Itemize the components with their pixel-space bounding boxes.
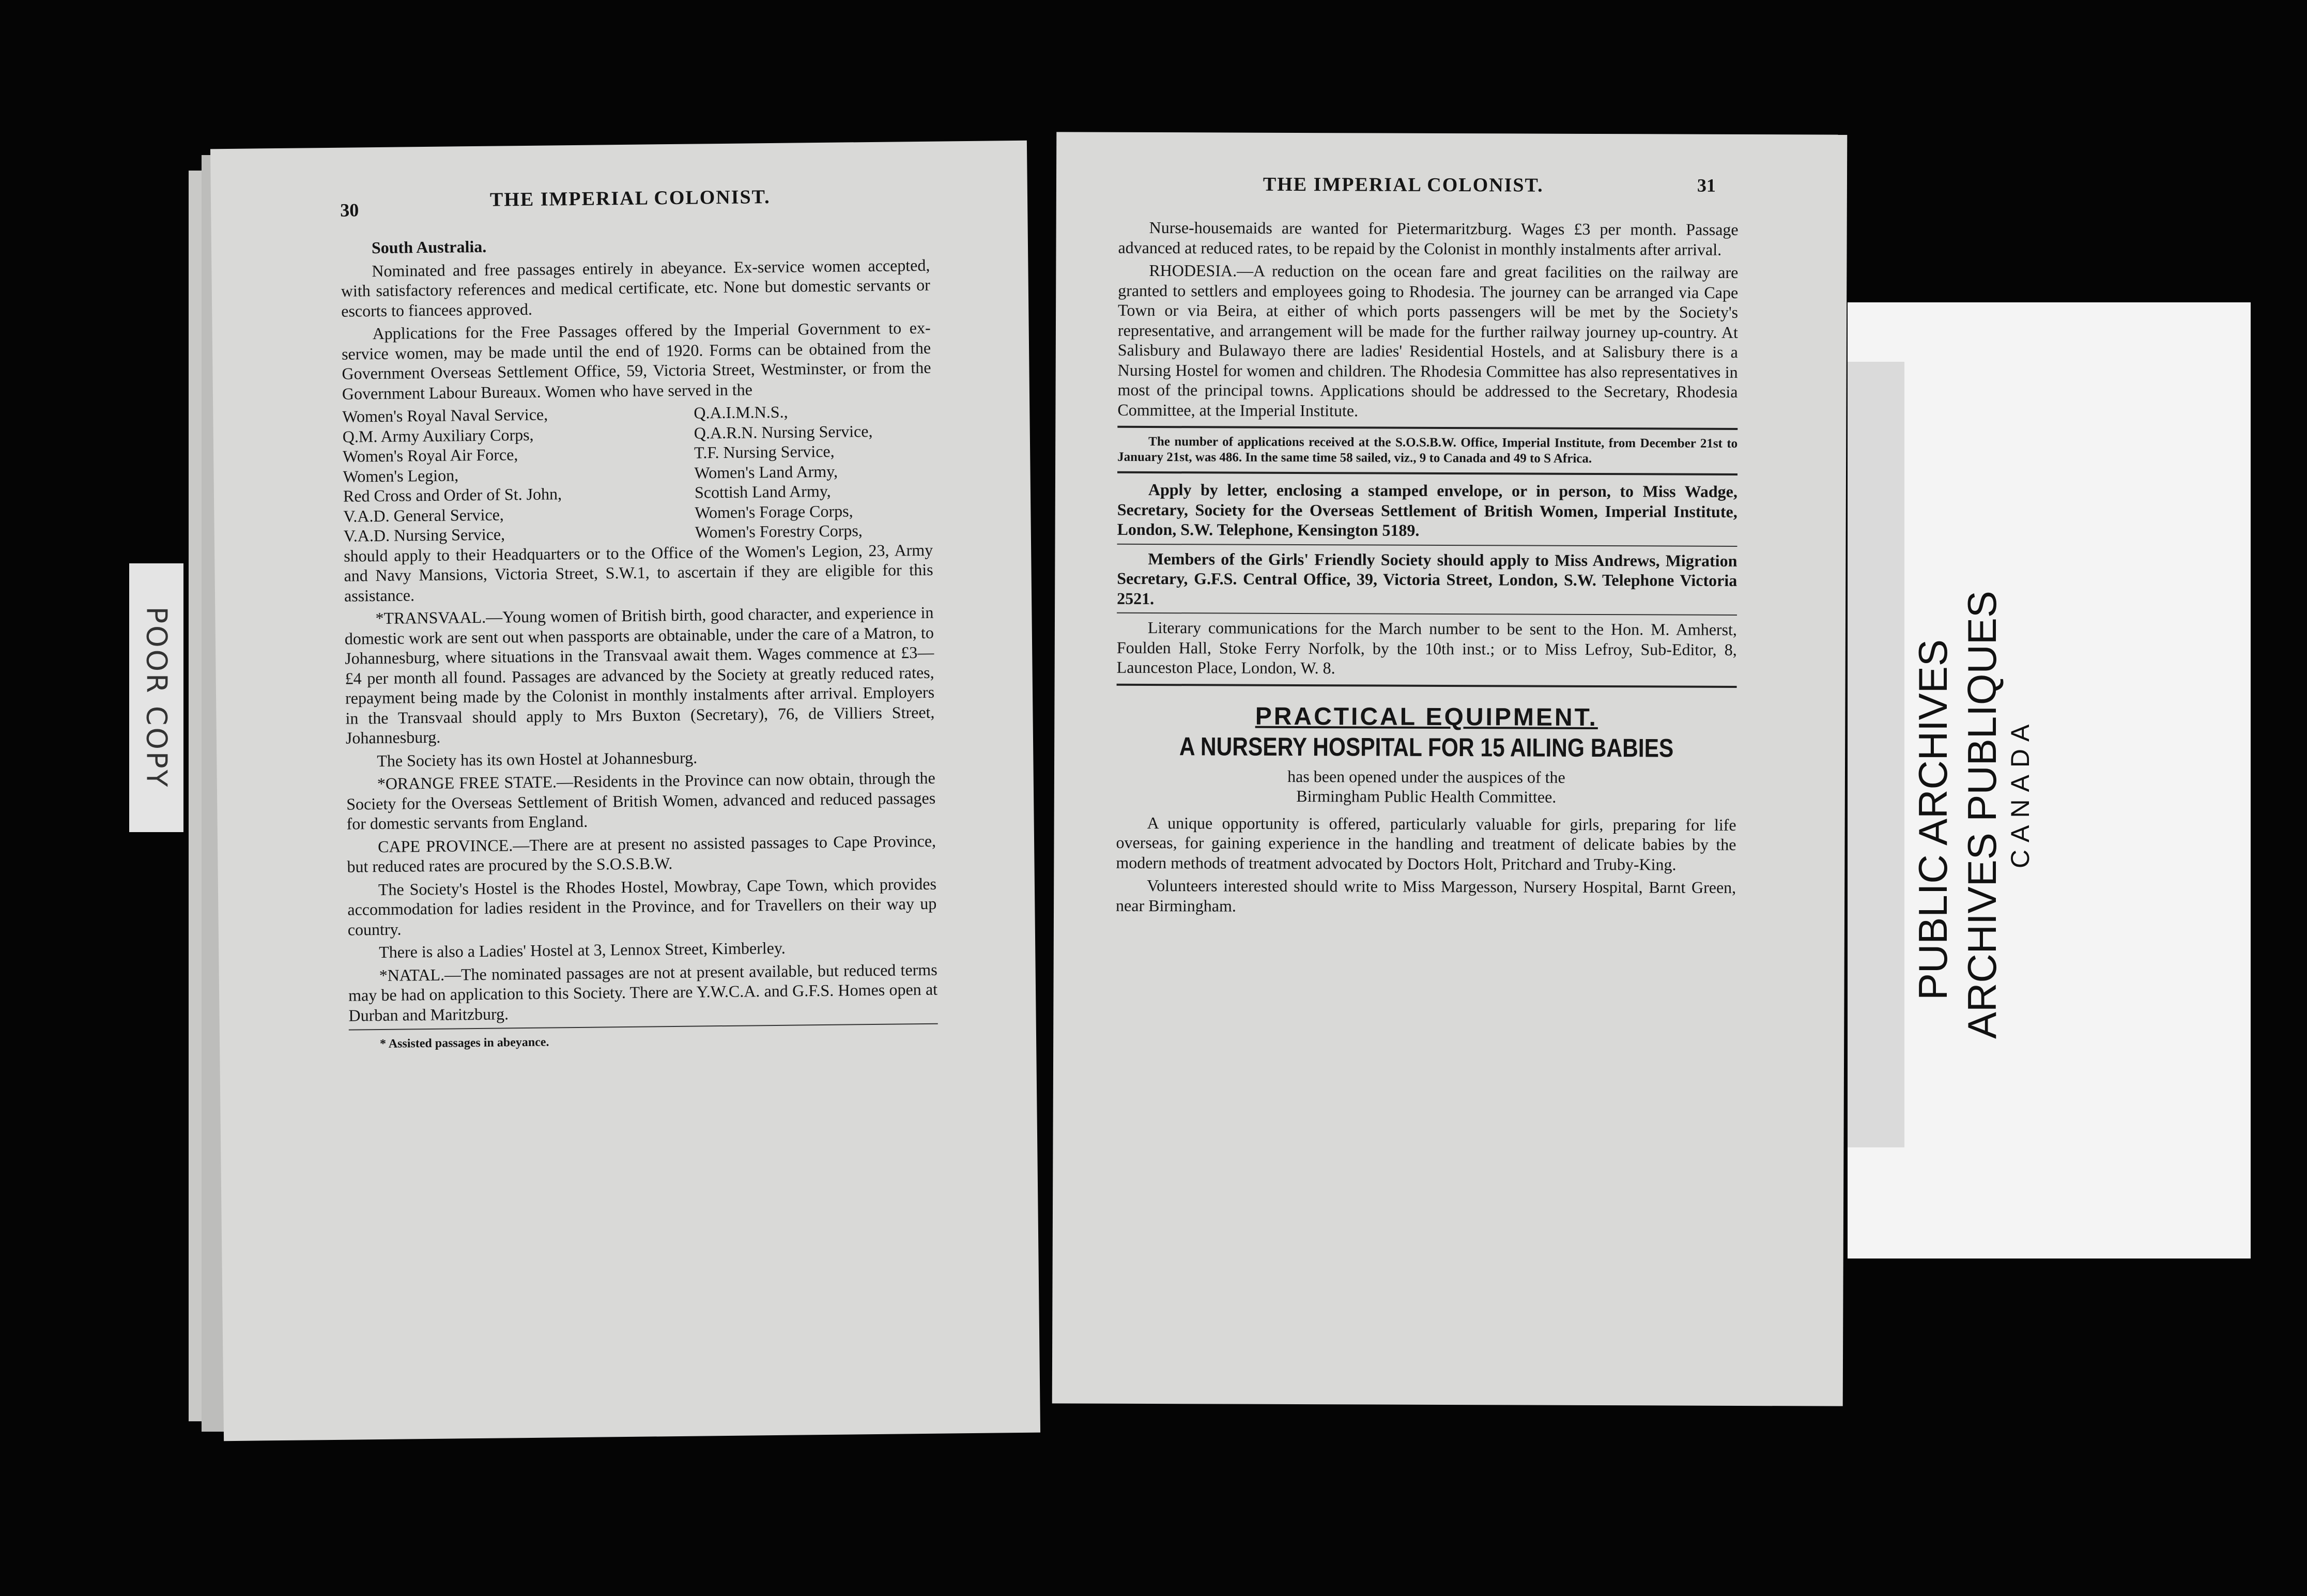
list-item: Scottish Land Army, (694, 481, 831, 502)
literary-notice: Literary communications for the March number to be sent to the Hon. M. Amherst, Foulden Hall, Stoke Ferry Norfolk, by the 10th inst.; or to Miss Lefroy, Sub-Editor, 8, Launceston Place, London, W. 8. (1116, 618, 1737, 678)
running-head: THE IMPERIAL COLONIST. (489, 186, 771, 211)
services-list (342, 401, 933, 546)
subheading-line: Birmingham Public Health Committee. (1296, 786, 1557, 806)
right-column (1116, 218, 1739, 920)
transvaal-paragraph: *TRANSVAAL.—Young women of British birth, good character, and experience in domestic work are sent out when passports are obtainable, under the care of a Matron, to Johannesburg, where situations in the Transvaal await them. Wages commence at £3—£4 per month all found. Passages are advanced by the Society at greatly reduced rates, repayment being made by the Colonist in monthly instalments after arrival. Employers in the Transvaal should apply to Mrs Buxton (Secretary), 76, de Villiers Street, Johannesburg. (344, 603, 935, 747)
list-item: Women's Forestry Corps, (695, 521, 863, 542)
left-page (210, 141, 1040, 1441)
list-item: Women's Legion, (343, 465, 459, 486)
stamp-line-canada: CANADA (2006, 717, 2035, 868)
paragraph: Nurse-housemaids are wanted for Pietermaritzburg. Wages £3 per month. Passage advanced at reduced rates, to be repaid by the Colonist in monthly instalments after arrival. (1118, 218, 1739, 259)
poor-copy-label (129, 563, 183, 832)
list-item: Women's Land Army, (694, 462, 838, 482)
list-item: Women's Forage Corps, (695, 501, 853, 522)
subheading-line: has been opened under the auspices of the (1287, 766, 1565, 787)
divider (1117, 471, 1737, 475)
poor-copy-text: POOR COPY (140, 606, 173, 789)
cape-province-paragraph: CAPE PROVINCE.—There are at present no assisted passages to Cape Province, but reduced rates are procured by the S.O.S.B.W. (347, 831, 936, 876)
page-number: 31 (1697, 175, 1716, 196)
paragraph: should apply to their Headquarters or to the Office of the Women's Legion, 23, Army and Navy Mansions, Victoria Street, S.W.1, to ascertain if they are eligible for this assistance. (344, 540, 933, 605)
section-heading: South Australia. (371, 237, 487, 257)
list-item: Women's Royal Naval Service, (342, 405, 548, 426)
list-item: Women's Royal Air Force, (343, 445, 518, 466)
stamp-line-archives-publiques: ARCHIVES PUBLIQUES (1959, 591, 2005, 1039)
divider (1117, 543, 1737, 546)
orange-free-state-paragraph: *ORANGE FREE STATE.—Residents in the Province can now obtain, through the Society for the Overseas Settlement of British Women, advanced and reduced passages for domestic servants from England. (346, 768, 936, 833)
paragraph: A unique opportunity is offered, particularly valuable for girls, preparing for life overseas, for gaining experience in the handling and treatment of delicate babies by the modern methods of treatment advocated by Doctors Holt, Pritchard and Truby-King. (1116, 813, 1736, 874)
paragraph: Volunteers interested should write to Miss Margesson, Nursery Hospital, Barnt Green, near Birmingham. (1116, 876, 1736, 915)
archives-card (1848, 302, 2251, 1259)
paragraph: There is also a Ladies' Hostel at 3, Lennox Street, Kimberley. (379, 938, 786, 962)
list-item: Q.M. Army Auxiliary Corps, (342, 425, 534, 446)
rhodesia-paragraph: RHODESIA.—A reduction on the ocean fare and great facilities on the railway are granted to settlers and employees going to Rhodesia. The journey can be arranged via Cape Town or via Beira, at either of which ports passengers will be met by the Society's representative, and arrangement will be made for the further railway journey up-country. At Salisbury and Bulawayo there are ladies' Residential Hostels, and at Salisbury there is a Nursing Hostel for women and children. The Rhodesia Committee has also representatives in most of the principal towns. Applications should be addressed to the Secretary, Rhodesia Committee, at the Imperial Institute. (1117, 260, 1739, 420)
natal-paragraph: *NATAL.—The nominated passages are not at present available, but reduced terms may be had on application to this Society. There are Y.W.C.A. and G.F.S. Homes open at Durban and Maritzburg. (348, 960, 938, 1025)
practical-equipment-heading: PRACTICAL EQUIPMENT. (1255, 702, 1598, 731)
applications-note: The number of applications received at the S.O.S.B.W. Office, Imperial Institute, from December 21st to January 21st, was 486. In the same time 58 sailed, viz., 9 to Canada and 49 to S Africa. (1117, 434, 1738, 466)
list-item: V.A.D. General Service, (343, 504, 504, 526)
nursery-hospital-heading: A NURSERY HOSPITAL FOR 15 AILING BABIES (1179, 732, 1674, 763)
running-head: THE IMPERIAL COLONIST. (1263, 173, 1544, 196)
list-item: Q.A.R.N. Nursing Service, (694, 421, 873, 442)
divider (1117, 683, 1737, 687)
list-item: T.F. Nursing Service, (694, 441, 835, 462)
stamp-line-public-archives: PUBLIC ARCHIVES (1910, 639, 1956, 1000)
left-column (341, 232, 938, 1054)
list-item: Q.A.I.M.N.S., (694, 402, 788, 422)
list-item: V.A.D. Nursing Service, (343, 525, 505, 545)
list-item: Red Cross and Order of St. John, (343, 484, 562, 505)
archives-card-strip (1848, 362, 1904, 1147)
paragraph: The Society has its own Hostel at Johannesburg. (377, 748, 698, 770)
paragraph: Applications for the Free Passages offered by the Imperial Government to ex-service women, may be made until the end of 1920. Forms can be obtained from the Government Overseas Settlement Office, 59, Victoria Street, Westminster, or from the Government Labour Bureaux. Women who have served in the (341, 318, 931, 403)
apply-notice: Apply by letter, enclosing a stamped envelope, or in person, to Miss Wadge, Secretary, Society for the Overseas Settlement of British Women, Imperial Institute, London, S.W. Telephone, Kensington 5189. (1117, 480, 1737, 540)
footnote: * Assisted passages in abeyance. (379, 1035, 549, 1051)
right-page (1052, 132, 1848, 1406)
paragraph: Nominated and free passages entirely in abeyance. Ex-service women accepted, with satisfactory references and medical certificate, etc. None but domestic servants or escorts to fiancees approved. (341, 255, 930, 320)
page-number: 30 (340, 199, 359, 221)
services-list-right (694, 401, 874, 542)
divider (1117, 426, 1737, 430)
paragraph: The Society's Hostel is the Rhodes Hostel, Mowbray, Cape Town, which provides accommodation for ladies resident in the Province, and for Travellers on their way up country. (347, 874, 937, 939)
divider (1117, 612, 1737, 616)
gfs-notice: Members of the Girls' Friendly Society should apply to Miss Andrews, Migration Secretary, G.F.S. Central Office, 39, Victoria Street, London, S.W. Telephone Victoria 2521. (1117, 549, 1737, 608)
services-list-left (342, 403, 674, 546)
